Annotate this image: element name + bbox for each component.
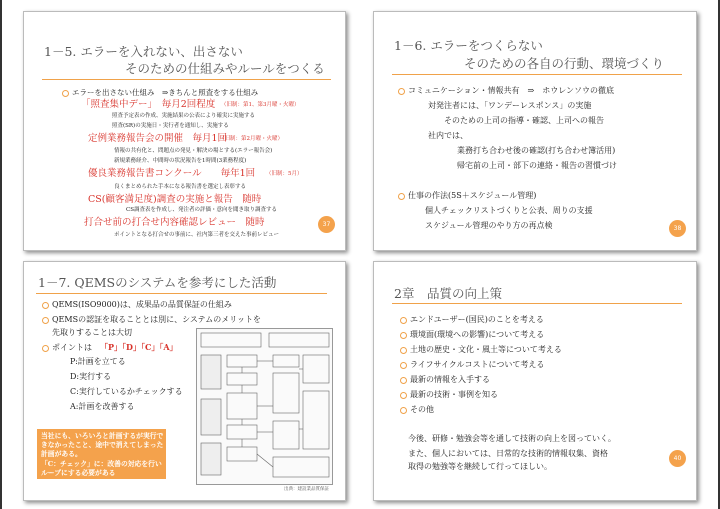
bullet-text: QEMS(ISO9000)は、成果品の品質保証の仕組み (52, 300, 232, 309)
red-heading: 打合せ前の打合せ内容確認レビュー 随時 (84, 217, 265, 228)
slide-title: 1－7. QEMSのシステムを参考にした活動 (38, 275, 277, 290)
pdca-item: D:実行する (70, 372, 112, 381)
slide-37 (23, 11, 346, 251)
highlight-box (37, 429, 166, 479)
red-heading: 定例業務報告会の開催 毎月1回 (88, 133, 228, 144)
pdca-item: C:実行しているかチェックする (70, 387, 183, 396)
detail-text: CS調査表を作成し、発注者の評価・意向を聞き取り調査する (126, 207, 277, 213)
paragraph-line: 今後、研修・勉強会等を通して技術の向上を図っていく。 (408, 434, 616, 443)
title-underline (36, 293, 327, 294)
body-text: 個人チェックリストづくりと公表、周りの支援 (425, 206, 593, 215)
bullet-text: 仕事の作法(5S＋スケジュール管理) (408, 191, 537, 200)
title-underline (42, 79, 331, 80)
list-item: 土地の歴史・文化・風土等について考える (410, 345, 562, 354)
body-text: 社内では、 (428, 131, 468, 140)
bullet-text: QEMSの認証を取ることとは別に、システムのメリットを (52, 315, 261, 324)
list-item: 最新の技術・事例を知る (410, 390, 498, 399)
title-underline (392, 74, 682, 75)
detail-text: 良くまとめられた手本になる報告書を選定し表彰する (114, 184, 247, 190)
highlight-text: 当社にも、いろいろと計画するが実行で (41, 432, 164, 440)
title-underline (392, 303, 682, 304)
paragraph-line: また、個人においては、日常的な技術的情報収集、資格 (408, 449, 608, 458)
bullet-text: コミュニケーション・情報共有 ⇒ ホウレンソウの徹底 (408, 86, 615, 95)
body-text: 帰宅前の上司・部下の連絡・報告の習慣づけ (457, 161, 617, 170)
list-item: 環境面(環境への影響)について考える (410, 330, 545, 339)
bullet-text: ポイントは (52, 343, 92, 352)
detail-text: 照査予定表の作成、実施結果の公表により確実に実施する (112, 113, 256, 119)
slide-title-line1: 1－5. エラーを入れない、出さない (44, 44, 243, 59)
highlight-text: きなかったこと、途中で消えてしまった (41, 441, 164, 450)
diagram-caption: 出典：建設業品質保証 (284, 487, 329, 492)
flow-diagram-graphic (197, 329, 334, 486)
slide-title: 2章 品質の向上策 (394, 286, 502, 301)
body-text: 対発注者には、「ワンデーレスポンス」の実施 (428, 101, 592, 110)
body-text: 業務打ち合わせ後の確認(打ち合わせ簿活用) (457, 146, 616, 155)
detail-text: 情報の共有化と、問題点の発見・解決の場とする(エラー報告会) (114, 148, 273, 154)
slide-40 (373, 261, 697, 501)
highlight-text: 計画がある。 (41, 450, 82, 459)
red-heading: 「照査集中デー」 毎月2回程度 (81, 99, 216, 110)
page-number-badge: 38 (669, 220, 686, 237)
pdca-label: 「P」「D」「C」「A」 (100, 342, 178, 352)
red-heading: CS(顧客満足度)調査の実施と報告 随時 (88, 194, 262, 205)
list-item: その他 (410, 405, 434, 414)
page-number-badge: 37 (318, 216, 335, 233)
bullet-text: エラーを出さない仕組み ⇒きちんと照査をする仕組み (72, 88, 259, 97)
page-left-border (0, 0, 2, 509)
red-note: （旧制：第2月曜・火曜） (219, 136, 284, 142)
red-note: （旧制：第1、第3月曜・火曜） (221, 102, 300, 108)
slide-title-line2: そのための仕組みやルールをつくる (125, 61, 325, 76)
red-note: （旧制：5月） (266, 171, 303, 177)
highlight-text: ループにする必要がある (41, 468, 116, 477)
pdca-item: P:計画を立てる (70, 357, 126, 366)
pdca-item: A:計画を改善する (70, 402, 135, 411)
list-item: ライフサイクルコストについて考える (410, 360, 545, 369)
detail-text: 新規業務経介、中間時の状況報告を1時間(3業務程度) (114, 158, 247, 164)
body-text: 先取りすることは大切 (52, 328, 132, 337)
slide-39 (23, 261, 346, 501)
slide-38 (373, 11, 697, 251)
slide-title-line1: 1－6. エラーをつくらない (394, 38, 543, 53)
body-text: スケジュール管理のやり方の再点検 (425, 221, 553, 230)
page-number-badge: 40 (669, 450, 686, 467)
detail-text: 照査(SR)の実施日・実行者を通知し、実施する (112, 123, 229, 129)
red-heading: 優良業務報告書コンクール 毎年1回 (88, 168, 256, 179)
highlight-text: 「C：チェック」に：改善の対応を行い (41, 459, 162, 468)
list-item: エンドユーザー(国民)のことを考える (410, 315, 544, 324)
list-item: 最新の情報を入手する (410, 375, 490, 384)
body-text: そのための上司の指導・確認、上司への報告 (444, 116, 604, 125)
paragraph-line: 取得の勉強等を継続して行ってほしい。 (408, 462, 552, 471)
qems-flow-diagram (196, 328, 333, 485)
slide-title-line2: そのための各自の行動、環境づくり (464, 56, 665, 71)
detail-text: ポイントとなる打合せの事前に、社内第三者を交えた事前レビュー (114, 232, 280, 238)
